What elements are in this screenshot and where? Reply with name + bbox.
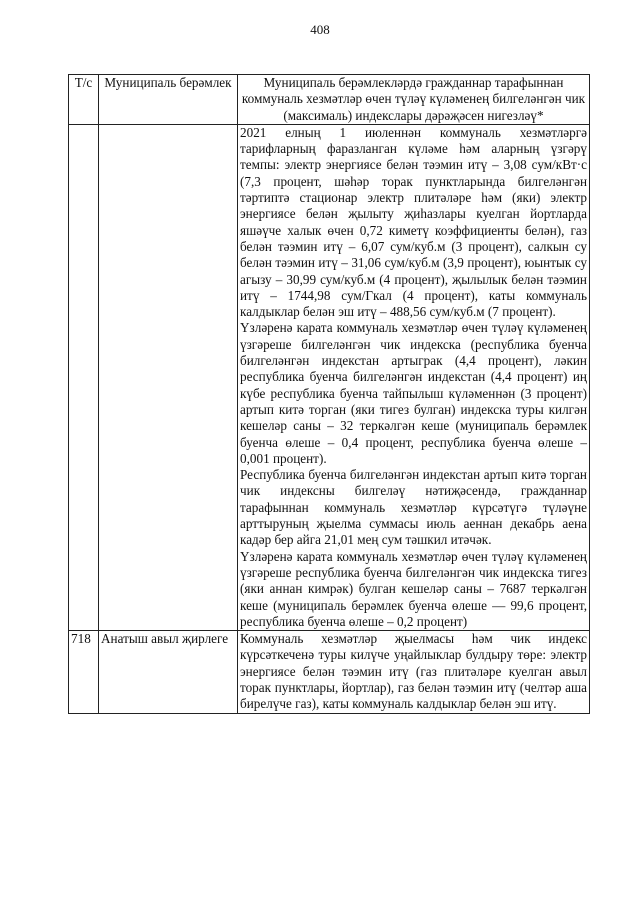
row-description [238,631,590,713]
row-description [238,124,590,630]
header-description: Муниципаль берәмлекләрдә гражданнар тарафыннан коммуналь хезмәтләр өчен түләү күләменең билгеләнгән чик (максималь) индекслары дәрәҗәсен нигезләү* [238,75,590,125]
description-paragraph: Үзләренә карата коммуналь хезмәтләр өчен түләү күләменең үзгәреше билгеләнгән чик индекска (республика буенча билгеләнгән индекстан артыграк (4,4 процент), ләкин республика буенча билгеләнгән индекстан (4,4 процент) иң күбе республика буенча тайпылыш күләменнән (3 процент) артып китә торган (яки тигез булган) индекска туры килгән кешеләр саны – 32 теркәлгән кеше (муниципаль берәмлек буенча өлеше – 0,4 процент, республика буенча өлеше – 0,001 процент). [240,320,587,466]
row-number: 718 [69,631,99,713]
description-paragraph: 2021 елның 1 июленнән коммуналь хезмәтләргә тарифларның фаразланган күләме һәм аларның үзгәрү темпы: электр энергиясе белән тәэмин итү – 3,08 сум/кВт·с (7,3 процент, шәһәр торак пунктларында билгеләнгән тәртиптә стационар электр плитәләре һәм (яки) электр энергиясе белән җылыту җиһазлары куелган йортларда яшәүче халык өчен 0,72 киметү коэффициенты белән), газ белән тәэмин итү – 6,07 сум/куб.м (3 процент), салкын су белән тәэмин итү – 31,06 сум/куб.м (3,9 процент), юынтык су агызу – 30,99 сум/куб.м (4 процент), җылылык белән тәэмин итү – 1744,98 сум/Гкал (4 процент), каты коммуналь калдыклар белән эш итү – 488,56 сум/куб.м (7 процент). [240,124,587,320]
row-municipality [99,124,238,630]
header-municipality: Муниципаль берәмлек [99,75,238,125]
tariff-table [68,74,590,714]
description-paragraph: Республика буенча билгеләнгән индекстан артып китә торган чик индексны билгеләү нәтиҗәсендә, гражданнар тарафыннан коммуналь хезмәтләр күрсәтүгә түләүне арттыруның җыелма суммасы июль аеннан декабрь аена кадәр бер айга 21,01 мең сум тәшкил итәчәк. [240,467,587,548]
description-paragraph: Үзләренә карата коммуналь хезмәтләр өчен түләү күләменең үзгәреше республика буенча билгеләнгән чик индекска тигез (яки аннан кимрәк) булган кешеләр саны – 7687 теркәлгән кеше (муниципаль берәмлек буенча өлеше — 99,6 процент, республика буенча өлеше – 0,2 процент) [240,548,587,629]
table-row [69,124,590,630]
page-number: 408 [310,22,330,37]
row-municipality: Анатыш авыл җирлеге [99,631,238,713]
header-number: Т/с [69,75,99,125]
table-row [69,631,590,713]
table-header-row [69,75,590,125]
row-number [69,124,99,630]
description-paragraph: Коммуналь хезмәтләр җыелмасы һәм чик индекс күрсәткеченә туры килүче уңайлыклар булдыру төре: электр энергиясе белән тәэмин итү (газ плитәләре куелган авыл торак пунктлары, йортлар), газ белән тәэмин итү (челтәр аша бирелүче газ), каты коммуналь калдыклар белән эш итү. [240,631,587,712]
